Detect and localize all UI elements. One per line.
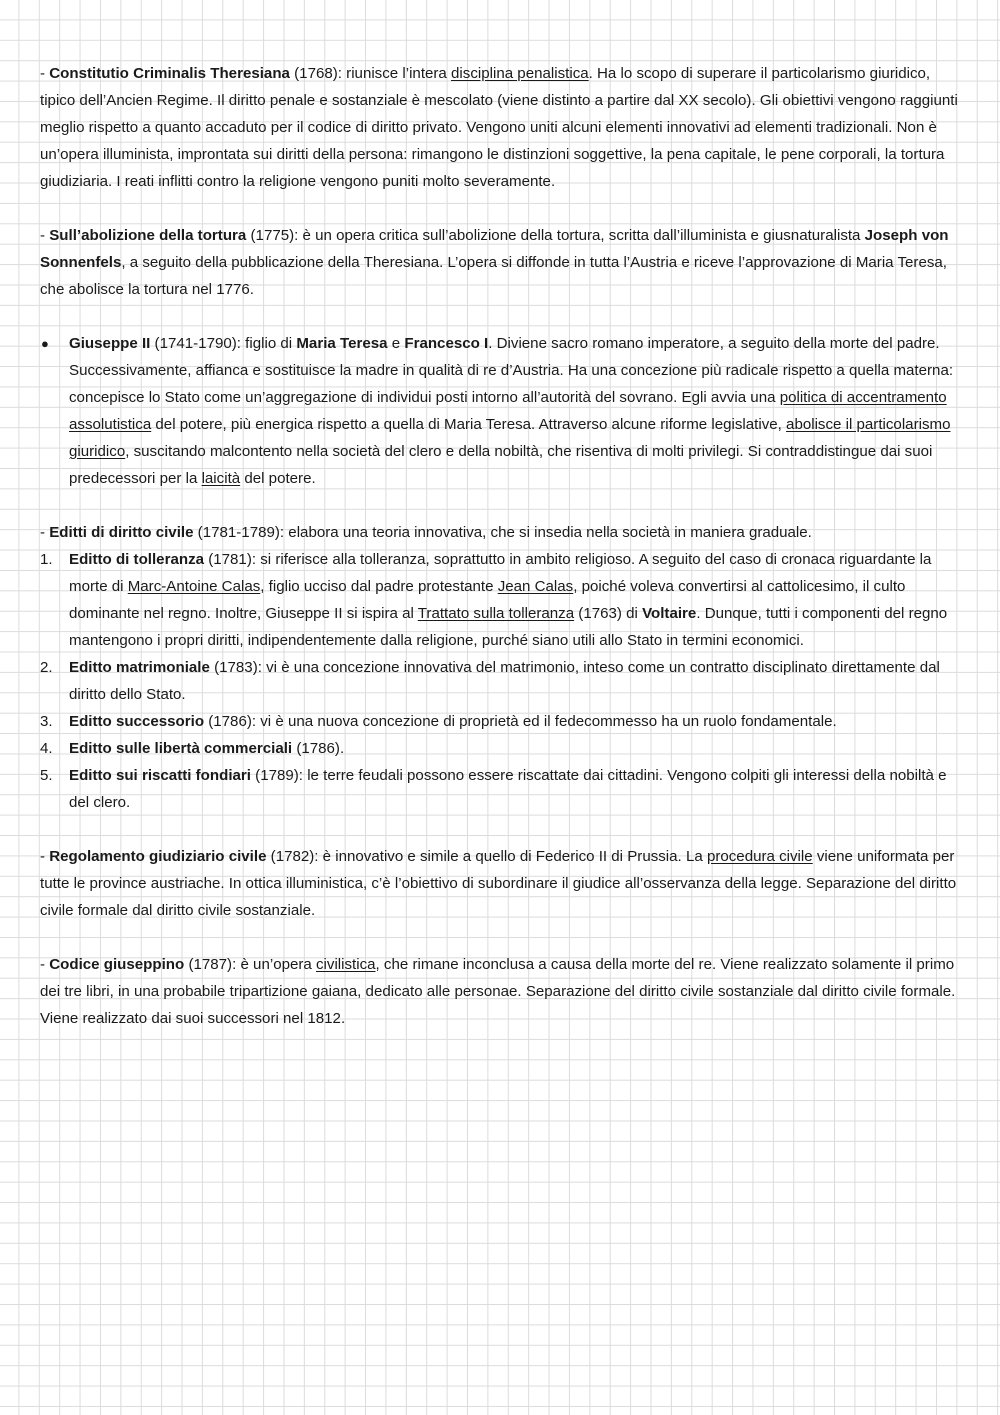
text: e — [387, 335, 405, 352]
paragraph-regolamento — [40, 843, 965, 924]
text: (1781-1789): elabora una teoria innovativa, che si insedia nella società in maniera graduale. — [193, 524, 812, 541]
underlined-term: Marc-Antoine Calas — [127, 578, 261, 595]
text: (1789): le terre feudali possono essere riscattate dai cittadini. Vengono colpiti gli interessi della nobiltà e del clero. — [69, 767, 947, 811]
dash-marker: - — [40, 524, 50, 541]
text: (1763) di — [574, 605, 643, 622]
underlined-term: politica di accentramento assolutistica — [69, 389, 947, 433]
text: . Diviene sacro romano imperatore, a seguito della morte del padre. Successivamente, affianca e sostituisce la madre in qualità di re d’Austria. Ha una concezione più radicale rispetto a quella materna: concepisce lo Stato come un’aggregazione di individui posti intorno all’autorità del sovrano. Egli avvia una — [69, 335, 954, 406]
paragraph-gap — [40, 303, 965, 330]
list-number: 1. — [40, 551, 53, 568]
list-item-editto-4 — [40, 735, 965, 762]
list-item-editto-5 — [40, 762, 965, 816]
text: (1768): riunisce l’intera — [289, 65, 452, 82]
underlined-term: Jean Calas — [497, 578, 574, 595]
text: (1781): si riferisce alla tolleranza, soprattutto in ambito religioso. A seguito del caso di cronaca riguardante la morte di — [69, 551, 932, 595]
paragraph-gap — [40, 816, 965, 843]
text: , poiché voleva convertirsi al cattolicesimo, il culto dominante nel regno. Inoltre, Giuseppe II si ispira al — [69, 578, 906, 622]
text: (1741-1790): figlio di — [150, 335, 297, 352]
bullet-icon: ● — [41, 336, 49, 351]
underlined-term: Trattato sulla tolleranza — [417, 605, 575, 622]
list-number: 5. — [40, 767, 53, 784]
underlined-term: civilistica — [316, 956, 376, 973]
text: , figlio ucciso dal padre protestante — [260, 578, 498, 595]
text: del potere. — [240, 470, 316, 487]
underlined-term: procedura civile — [706, 848, 813, 865]
paragraph-codice — [40, 951, 965, 1032]
text: (1775): è un opera critica sull’abolizione della tortura, scritta dall’illuminista e giusnaturalista — [246, 227, 865, 244]
text: viene uniformata per tutte le province austriache. In ottica illuministica, c’è l’obiettivo di subordinare il giudice all’osservanza della legge. Separazione del diritto civile formale dal diritto civile sostanziale. — [40, 848, 957, 919]
list-item-editto-1 — [40, 546, 965, 654]
heading-theresiana: Constitutio Criminalis Theresiana — [49, 65, 290, 82]
text: , a seguito della pubblicazione della Theresiana. L’opera si diffonde in tutta l’Austria e riceve l’approvazione di Maria Teresa, che abolisce la tortura nel 1776. — [40, 254, 947, 298]
heading-editti: Editti di diritto civile — [49, 524, 194, 541]
text: del potere, più energica rispetto a quella di Maria Teresa. Attraverso alcune riforme legislative, — [151, 416, 787, 433]
text: (1786): vi è una nuova concezione di proprietà ed il fedecommesso ha un ruolo fondamentale. — [204, 713, 837, 730]
text: , suscitando malcontento nella società del clero e della nobiltà, che risentiva di molti privilegi. Si contraddistingue dai suoi predecessori per la — [69, 443, 933, 487]
text: (1783): vi è una concezione innovativa del matrimonio, inteso come un contratto disciplinato direttamente dal diritto dello Stato. — [69, 659, 940, 703]
bullet-item-giuseppe — [40, 330, 965, 492]
bold-name: Voltaire — [642, 605, 697, 622]
text: . Dunque, tutti i componenti del regno mantengono i propri diritti, indipendentemente dalla religione, purché siano utili allo Stato in termini economici. — [69, 605, 948, 649]
paragraph-theresiana — [40, 60, 965, 195]
underlined-term: disciplina penalistica — [451, 65, 589, 82]
bold-name: Maria Teresa — [296, 335, 388, 352]
list-item-title: Editto matrimoniale — [69, 659, 210, 676]
underlined-term: laicità — [201, 470, 241, 487]
list-number: 2. — [40, 659, 53, 676]
heading-tortura: Sull’abolizione della tortura — [49, 227, 247, 244]
text: (1782): è innovativo e simile a quello di Federico II di Prussia. La — [266, 848, 707, 865]
dash-marker: - — [40, 227, 50, 244]
dash-marker: - — [40, 956, 50, 973]
list-item-title: Editto sulle libertà commerciali — [69, 740, 293, 757]
list-item-title: Editto sui riscatti fondiari — [69, 767, 251, 784]
text: (1786). — [292, 740, 345, 757]
heading-regolamento: Regolamento giudiziario civile — [49, 848, 267, 865]
paragraph-gap — [40, 492, 965, 519]
text: , che rimane inconclusa a causa della morte del re. Viene realizzato solamente il primo dei tre libri, in una probabile tripartizione gaiana, dedicato alle personae. Separazione del diritto civile sostanziale dal diritto civile formale. Viene realizzato dai suoi successori nel 1812. — [40, 956, 956, 1027]
bold-name: Joseph von Sonnenfels — [40, 227, 949, 271]
paragraph-editti — [40, 519, 965, 546]
list-item-editto-3 — [40, 708, 965, 735]
text: (1787): è un’opera — [184, 956, 316, 973]
list-number: 3. — [40, 713, 53, 730]
dash-marker: - — [40, 848, 50, 865]
list-item-editto-2 — [40, 654, 965, 708]
heading-codice: Codice giuseppino — [49, 956, 185, 973]
notes-body — [40, 60, 965, 1032]
paragraph-gap — [40, 195, 965, 222]
paragraph-tortura — [40, 222, 965, 303]
list-item-title: Editto successorio — [69, 713, 205, 730]
list-number: 4. — [40, 740, 53, 757]
underlined-term: abolisce il particolarismo giuridico — [69, 416, 951, 460]
text: . Ha lo scopo di superare il particolarismo giuridico, tipico dell’Ancien Regime. Il diritto penale e sostanziale è mescolato (viene distinto a partire dal XX secolo). Gli obiettivi vengono raggiunti meglio rispetto a quanto accaduto per il codice di diritto privato. Vengono uniti alcuni elementi innovativi ad elementi tradizionali. Non è un’opera illuminista, improntata sui diritti della persona: rimangono le distinzioni soggettive, la pena capitale, le pene corporali, la tortura giudiziaria. I reati inflitti contro la religione vengono puniti molto severamente. — [40, 65, 958, 190]
dash-marker: - — [40, 65, 50, 82]
list-item-title: Editto di tolleranza — [69, 551, 205, 568]
heading-giuseppe: Giuseppe II — [69, 335, 151, 352]
paragraph-gap — [40, 924, 965, 951]
bold-name: Francesco I — [404, 335, 489, 352]
